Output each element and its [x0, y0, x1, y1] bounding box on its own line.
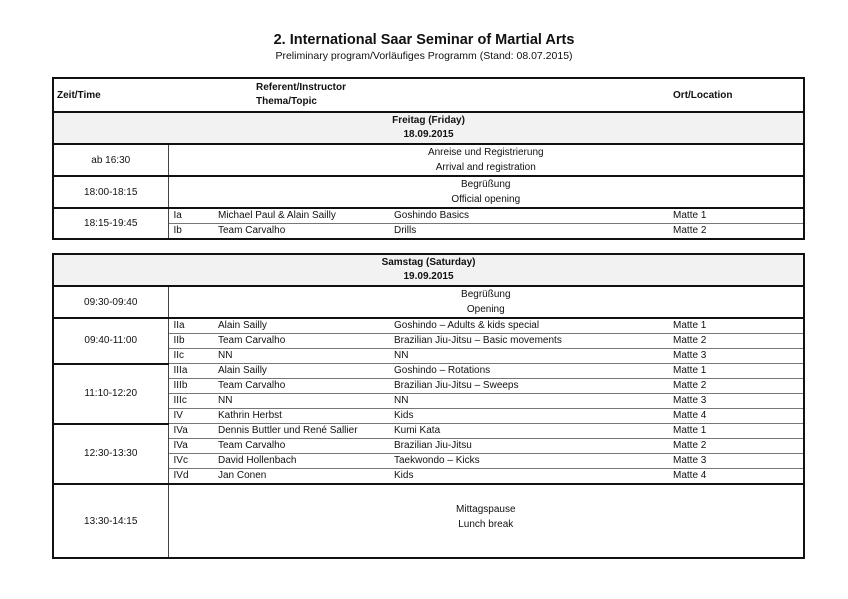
schedule-block: [53, 286, 804, 318]
session-location: Matte 4: [673, 469, 804, 485]
session-row: [53, 424, 804, 439]
session-code: IVc: [168, 454, 218, 469]
session-topic: Goshindo Basics: [394, 208, 673, 224]
session-code: Ib: [168, 224, 218, 240]
session-row: [53, 318, 804, 334]
session-topic: NN: [394, 394, 673, 409]
block-line-de: Begrüßung: [461, 289, 511, 300]
session-topic: Goshindo – Rotations: [394, 364, 673, 379]
block-description: [168, 484, 804, 558]
session-code: IIa: [168, 318, 218, 334]
session-topic: Goshindo – Adults & kids special: [394, 318, 673, 334]
session-location: Matte 4: [673, 409, 804, 424]
session-instructor: Team Carvalho: [218, 334, 394, 349]
session-time: 11:10-12:20: [53, 364, 168, 424]
session-row: [53, 364, 804, 379]
block-line-en: Arrival and registration: [435, 162, 536, 173]
schedule-block: [53, 144, 804, 176]
session-instructor: Kathrin Herbst: [218, 409, 394, 424]
session-instructor: Michael Paul & Alain Sailly: [218, 208, 394, 224]
header-time: Zeit/Time: [57, 89, 101, 101]
header-topic: Thema/Topic: [256, 96, 317, 107]
session-code: IIb: [168, 334, 218, 349]
session-time: 09:40-11:00: [53, 318, 168, 364]
document-subtitle: Preliminary program/Vorläufiges Programm (Stand: 08.07.2015): [275, 50, 573, 62]
session-code: IVa: [168, 424, 218, 439]
day-name: Freitag (Friday): [392, 115, 465, 126]
session-location: Matte 3: [673, 349, 804, 364]
block-line-de: Anreise und Registrierung: [427, 147, 544, 158]
session-location: Matte 2: [673, 379, 804, 394]
session-instructor: Team Carvalho: [218, 379, 394, 394]
session-topic: NN: [394, 349, 673, 364]
session-code: IV: [168, 409, 218, 424]
header-instructor-topic: [168, 78, 673, 112]
day-header-saturday: [53, 254, 804, 286]
session-topic: Brazilian Jiu-Jitsu – Basic movements: [394, 334, 673, 349]
block-line-en: Official opening: [451, 194, 521, 205]
block-line-en: Opening: [466, 304, 505, 315]
table-header-row: [53, 78, 804, 112]
session-topic: Drills: [394, 224, 673, 240]
session-location: Matte 1: [673, 364, 804, 379]
session-instructor: Jan Conen: [218, 469, 394, 485]
document-title: 2. International Saar Seminar of Martial Arts: [273, 32, 575, 48]
session-instructor: Dennis Buttler und René Sallier: [218, 424, 394, 439]
session-topic: Kumi Kata: [394, 424, 673, 439]
block-time: 13:30-14:15: [53, 484, 168, 558]
block-line-de: Begrüßung: [461, 179, 511, 190]
session-location: Matte 1: [673, 424, 804, 439]
block-description: [168, 176, 804, 208]
session-code: IIIb: [168, 379, 218, 394]
header-location: Ort/Location: [673, 89, 733, 101]
schedule-block-lunch: [53, 484, 804, 558]
session-topic: Kids: [394, 409, 673, 424]
session-topic: Brazilian Jiu-Jitsu: [394, 439, 673, 454]
session-instructor: NN: [218, 394, 394, 409]
session-time: 18:15-19:45: [53, 208, 168, 239]
session-instructor: Team Carvalho: [218, 224, 394, 240]
day-name: Samstag (Saturday): [381, 257, 476, 268]
session-code: IVd: [168, 469, 218, 485]
session-code: IVa: [168, 439, 218, 454]
session-topic: Taekwondo – Kicks: [394, 454, 673, 469]
block-description: [168, 144, 804, 176]
session-instructor: Alain Sailly: [218, 364, 394, 379]
session-topic: Brazilian Jiu-Jitsu – Sweeps: [394, 379, 673, 394]
block-description: [168, 286, 804, 318]
block-time: 09:30-09:40: [53, 286, 168, 318]
friday-schedule-table: [52, 77, 805, 240]
session-time: 12:30-13:30: [53, 424, 168, 485]
session-location: Matte 2: [673, 334, 804, 349]
header-instructor: Referent/Instructor: [256, 82, 347, 93]
block-line-en: Lunch break: [458, 519, 514, 530]
session-instructor: David Hollenbach: [218, 454, 394, 469]
session-instructor: Team Carvalho: [218, 439, 394, 454]
session-location: Matte 1: [673, 208, 804, 224]
session-location: Matte 2: [673, 224, 804, 240]
session-row: [53, 208, 804, 224]
session-location: Matte 1: [673, 318, 804, 334]
session-code: IIIa: [168, 364, 218, 379]
schedule-block: [53, 176, 804, 208]
session-code: IIc: [168, 349, 218, 364]
session-instructor: NN: [218, 349, 394, 364]
session-location: Matte 2: [673, 439, 804, 454]
day-header-friday: [53, 112, 804, 144]
block-line-de: Mittagspause: [456, 504, 516, 515]
day-date: 18.09.2015: [403, 129, 454, 140]
session-location: Matte 3: [673, 454, 804, 469]
session-topic: Kids: [394, 469, 673, 485]
session-code: Ia: [168, 208, 218, 224]
saturday-schedule-table: [52, 253, 805, 559]
session-location: Matte 3: [673, 394, 804, 409]
session-instructor: Alain Sailly: [218, 318, 394, 334]
block-time: ab 16:30: [53, 144, 168, 176]
session-code: IIIc: [168, 394, 218, 409]
block-time: 18:00-18:15: [53, 176, 168, 208]
day-date: 19.09.2015: [403, 271, 454, 282]
